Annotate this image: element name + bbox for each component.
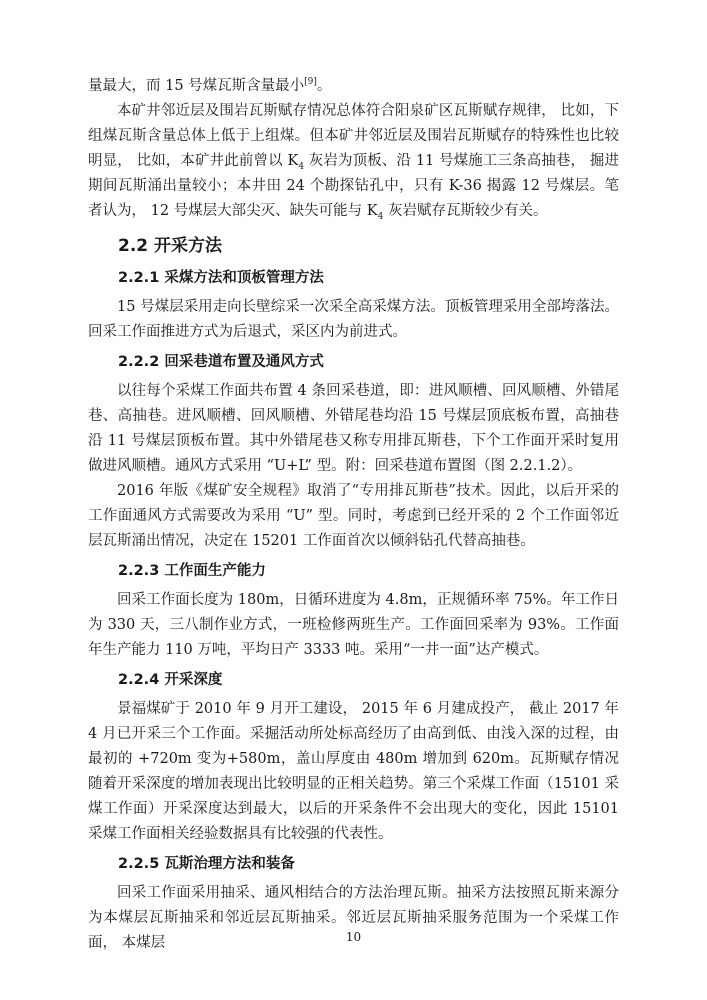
paragraph-production-capacity: 回采工作面长度为 180m，日循环进度为 4.8m，正规循环率 75%。年工作日为 330 天，三八制作业方式，一班检修两班生产。工作面回采率为 93%。工作面年生产能力 110 万吨，平均日产 3333 吨。采用“一井一面”达产模式。 <box>88 592 619 658</box>
section-heading-2-2-1: 2.2.1 采煤方法和顶板管理方法 <box>118 270 324 286</box>
section-heading-2-2-4: 2.2.4 开采深度 <box>118 672 223 688</box>
paragraph-gas-control: 回采工作面采用抽采、通风相结合的方法治理瓦斯。抽采方法按照瓦斯来源分为本煤层瓦斯抽采和邻近层瓦斯抽采。邻近层瓦斯抽采服务范围为一个采煤工作面， 本煤层 <box>88 885 619 951</box>
paragraph-continuation: 量最大，而 15 号煤瓦斯含量最小[9]。 <box>88 77 332 94</box>
section-heading-2-2-5: 2.2.5 瓦斯治理方法和装备 <box>118 856 295 872</box>
paragraph-ventilation-change: 2016 年版《煤矿安全规程》取消了“专用排瓦斯巷”技术。因此，以后开采的工作面通风方式需要改为采用 “U” 型。同时，考虑到已经开采的 2 个工作面邻近层瓦斯涌出情况，决定在 15201 工作面首次以倾斜钻孔代替高抽巷。 <box>88 483 619 549</box>
paragraph-mining-method: 15 号煤层采用走向长壁综采一次采全高采煤方法。顶板管理采用全部垮落法。回采工作面推进方式为后退式，采区内为前进式。 <box>88 299 619 340</box>
paragraph-gas-occurrence: 本矿井邻近层及围岩瓦斯赋存情况总体符合阳泉矿区瓦斯赋存规律， 比如，下组煤瓦斯含量总体上低于上组煤。但本矿井邻近层及围岩瓦斯赋存的特殊性也比较明显， 比如，本矿井此前曾以 $K_4$ 灰岩为顶板、沿 11 号煤施工三条高抽巷， 掘进期间瓦斯涌出量较小；本井田 24 个勘探钻孔中，只有 K-36 揭露 12 号煤层。笔者认为， 12 号煤层大部尖灭、缺失可能与 $K_4$ 灰岩赋存瓦斯较少有关。 <box>88 103 619 222</box>
paragraph-roadway-layout: 以往每个采煤工作面共布置 4 条回采巷道，即：进风顺槽、回风顺槽、外错尾巷、高抽巷。进风顺槽、回风顺槽、外错尾巷均沿 15 号煤层顶底板布置，高抽巷沿 11 号煤层顶板布置。其中外错尾巷又称专用排瓦斯巷，下个工作面开采时复用做进风顺槽。通风方式采用 “U+L” 型。附：回采巷道布置图（图 2.2.1.2）。 <box>88 383 619 474</box>
section-heading-2-2-2: 2.2.2 回采巷道布置及通风方式 <box>118 354 324 370</box>
section-heading-2-2: 2.2 开采方法 <box>118 236 223 256</box>
paragraph-mining-depth: 景福煤矿于 2010 年 9 月开工建设， 2015 年 6 月建成投产， 截止 2017 年 4 月已开采三个工作面。采掘活动所处标高经历了由高到低、由浅入深的过程，由最初的 +720m 变为+580m，盖山厚度由 480m 增加到 620m。瓦斯赋存情况随着开采深度的增加表现出比较明显的正相关趋势。第三个采煤工作面（15101 采煤工作面）开采深度达到最大，以后的开采条件不会出现大的变化，因此 15101 采煤工作面相关经验数据具有比较强的代表性。 <box>88 701 619 842</box>
section-heading-2-2-3: 2.2.3 工作面生产能力 <box>118 563 266 579</box>
citation-ref: [9] <box>304 77 317 88</box>
page-number: 10 <box>345 930 362 944</box>
